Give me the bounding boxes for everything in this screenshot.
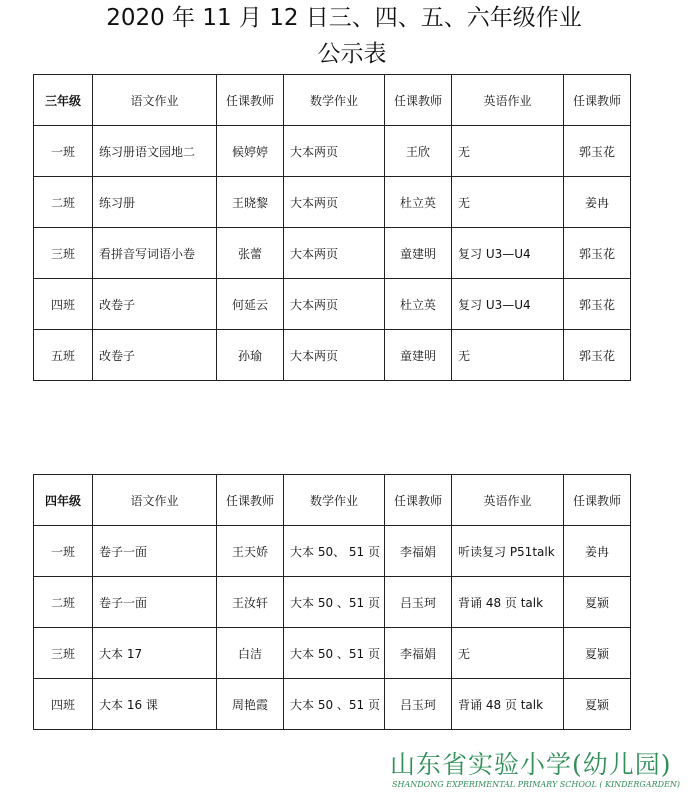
grade-label: 三年级 — [34, 75, 93, 126]
math-teacher: 杜立英 — [385, 279, 452, 330]
header-math-homework: 数学作业 — [284, 75, 385, 126]
table-row — [34, 177, 631, 228]
chinese-homework: 练习册 — [93, 177, 217, 228]
chinese-teacher: 张蕾 — [217, 228, 284, 279]
school-logo-chinese: 山东省实验小学(幼儿园) — [390, 750, 672, 779]
math-teacher: 童建明 — [385, 330, 452, 381]
english-homework: 复习 U3—U4 — [452, 228, 564, 279]
math-teacher: 李福娟 — [385, 628, 452, 679]
chinese-teacher: 何延云 — [217, 279, 284, 330]
class-name: 四班 — [34, 279, 93, 330]
english-homework: 无 — [452, 628, 564, 679]
grade-label: 四年级 — [34, 475, 93, 526]
table-row — [34, 228, 631, 279]
class-name: 三班 — [34, 228, 93, 279]
chinese-homework: 看拼音写词语小卷 — [93, 228, 217, 279]
table-row — [34, 126, 631, 177]
math-teacher: 童建明 — [385, 228, 452, 279]
page-subtitle: 公示表 — [317, 41, 387, 67]
class-name: 五班 — [34, 330, 93, 381]
chinese-homework: 大本 17 — [93, 628, 217, 679]
header-english-homework: 英语作业 — [452, 475, 564, 526]
english-teacher: 郭玉花 — [564, 126, 631, 177]
table-header-row — [34, 475, 631, 526]
math-homework: 大本两页 — [284, 330, 385, 381]
math-homework: 大本两页 — [284, 126, 385, 177]
chinese-teacher: 周艳霞 — [217, 679, 284, 730]
grade3-homework-table — [33, 74, 631, 381]
math-homework: 大本 50 、51 页 — [284, 628, 385, 679]
class-name: 四班 — [34, 679, 93, 730]
math-teacher: 吕玉珂 — [385, 679, 452, 730]
math-teacher: 吕玉珂 — [385, 577, 452, 628]
english-teacher: 郭玉花 — [564, 279, 631, 330]
math-homework: 大本两页 — [284, 177, 385, 228]
math-teacher: 杜立英 — [385, 177, 452, 228]
header-math-homework: 数学作业 — [284, 475, 385, 526]
english-homework: 无 — [452, 126, 564, 177]
class-name: 三班 — [34, 628, 93, 679]
header-english-teacher: 任课教师 — [564, 475, 631, 526]
header-english-homework: 英语作业 — [452, 75, 564, 126]
math-homework: 大本两页 — [284, 279, 385, 330]
header-chinese-homework: 语文作业 — [93, 75, 217, 126]
header-math-teacher: 任课教师 — [385, 75, 452, 126]
class-name: 一班 — [34, 526, 93, 577]
school-logo-english: SHANDONG EXPERIMENTAL PRIMARY SCHOOL ( KINDERGARDEN) — [392, 780, 680, 789]
chinese-homework: 卷子一面 — [93, 577, 217, 628]
english-homework: 听读复习 P51talk — [452, 526, 564, 577]
chinese-teacher: 王天娇 — [217, 526, 284, 577]
table-row — [34, 679, 631, 730]
chinese-teacher: 孙瑜 — [217, 330, 284, 381]
school-logo — [390, 745, 688, 800]
english-teacher: 夏颍 — [564, 679, 631, 730]
chinese-homework: 大本 16 课 — [93, 679, 217, 730]
chinese-teacher: 王汝轩 — [217, 577, 284, 628]
header-chinese-homework: 语文作业 — [93, 475, 217, 526]
header-chinese-teacher: 任课教师 — [217, 475, 284, 526]
english-homework: 背诵 48 页 talk — [452, 679, 564, 730]
chinese-teacher: 候婷婷 — [217, 126, 284, 177]
header-chinese-teacher: 任课教师 — [217, 75, 284, 126]
english-teacher: 姜冉 — [564, 177, 631, 228]
english-teacher: 姜冉 — [564, 526, 631, 577]
math-homework: 大本 50 、51 页 — [284, 679, 385, 730]
english-teacher: 郭玉花 — [564, 228, 631, 279]
table-row — [34, 279, 631, 330]
table-row — [34, 526, 631, 577]
english-teacher: 夏颍 — [564, 628, 631, 679]
english-teacher: 郭玉花 — [564, 330, 631, 381]
header-math-teacher: 任课教师 — [385, 475, 452, 526]
class-name: 一班 — [34, 126, 93, 177]
math-teacher: 李福娟 — [385, 526, 452, 577]
chinese-homework: 改卷子 — [93, 330, 217, 381]
grade4-homework-table — [33, 474, 631, 730]
math-teacher: 王欣 — [385, 126, 452, 177]
class-name: 二班 — [34, 577, 93, 628]
english-homework: 无 — [452, 330, 564, 381]
chinese-teacher: 王晓黎 — [217, 177, 284, 228]
english-teacher: 夏颍 — [564, 577, 631, 628]
english-homework: 无 — [452, 177, 564, 228]
math-homework: 大本 50 、51 页 — [284, 577, 385, 628]
math-homework: 大本 50、 51 页 — [284, 526, 385, 577]
english-homework: 复习 U3—U4 — [452, 279, 564, 330]
header-english-teacher: 任课教师 — [564, 75, 631, 126]
table-header-row — [34, 75, 631, 126]
chinese-homework: 卷子一面 — [93, 526, 217, 577]
table-row — [34, 577, 631, 628]
table-row — [34, 628, 631, 679]
page-title: 2020 年 11 月 12 日三、四、五、六年级作业 — [106, 5, 582, 31]
math-homework: 大本两页 — [284, 228, 385, 279]
chinese-homework: 练习册语文园地二 — [93, 126, 217, 177]
english-homework: 背诵 48 页 talk — [452, 577, 564, 628]
table-row — [34, 330, 631, 381]
chinese-homework: 改卷子 — [93, 279, 217, 330]
chinese-teacher: 白洁 — [217, 628, 284, 679]
class-name: 二班 — [34, 177, 93, 228]
